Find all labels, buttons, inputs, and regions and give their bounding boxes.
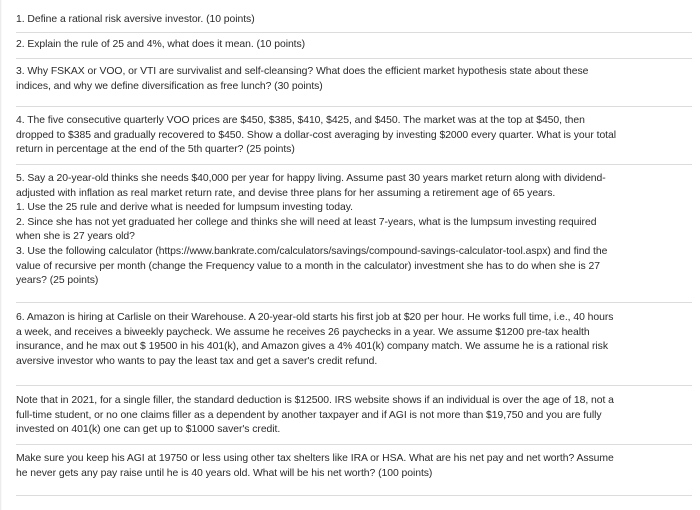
- question-6-line: insurance, and he max out $ 19500 in his 401(k), and Amazon gives a 4% 401(k) company match. We assume he is a rational risk: [16, 341, 608, 353]
- question-5-line: years? (25 points): [16, 275, 99, 287]
- question-5-line: when she is 27 years old?: [16, 231, 135, 243]
- question-5-subitem: 3. Use the following calculator (https://www.bankrate.com/calculators/savings/compound-savings-calculator-tool.aspx) and find the: [16, 245, 608, 257]
- question-2: [16, 33, 692, 59]
- question-5-subitem: 1. Use the 25 rule and derive what is needed for lumpsum investing today.: [16, 202, 353, 214]
- final-line: he never gets any pay raise until he is 40 years old. What will be his net worth? (100 points): [16, 467, 433, 479]
- note-line: Note that in 2021, for a single filler, the standard deduction is $12500. IRS website shows if an individual is over the age of 18, not a: [16, 395, 614, 406]
- question-4-line: 4. The five consecutive quarterly VOO prices are $450, $385, $410, $425, and $450. The market was at the top at $450, then: [16, 115, 585, 126]
- page-edge-shadow: [0, 0, 2, 510]
- question-5-subitem: 2. Since she has not yet graduated her college and thinks she will need at least 7-years, what is the lumpsum investing required: [16, 216, 597, 228]
- question-5: [16, 165, 692, 303]
- note-paragraph: [16, 386, 692, 445]
- question-1: [16, 6, 692, 33]
- question-2-text: 2. Explain the rule of 25 and 4%, what does it mean. (10 points): [16, 39, 306, 50]
- question-4-line: return in percentage at the end of the 5th quarter? (25 points): [16, 144, 295, 156]
- note-line: full-time student, or no one claims filler as a dependent by another taxpayer and if AGI is not more than $19,750 and you are fully: [16, 409, 602, 421]
- note-line: invested on 401(k) one can get up to $1000 saver's credit.: [16, 424, 281, 436]
- question-4: [16, 107, 692, 165]
- final-line: Make sure you keep his AGI at 19750 or less using other tax shelters like IRA or HSA. What are his net pay and net worth? Assume: [16, 453, 614, 464]
- final-paragraph: [16, 445, 692, 496]
- question-3-line: 3. Why FSKAX or VOO, or VTI are survivalist and self-cleansing? What does the efficient market hypothesis state about these: [16, 66, 589, 77]
- question-5-line: value of recursive per month (change the Frequency value to a month in the calculator) investment she has to do when she is 27: [16, 260, 600, 272]
- question-3-line: indices, and why we define diversification as free lunch? (30 points): [16, 80, 323, 92]
- question-6-line: aversive investor who wants to pay the least tax and get a saver's credit refund.: [16, 355, 378, 367]
- question-5-line: adjusted with inflation as real market return rate, and devise three plans for her assuming a retirement age of 65 years.: [16, 187, 556, 199]
- question-4-line: dropped to $385 and gradually recovered to $450. Show a dollar-cost averaging by investing $2000 every quarter. What is your total: [16, 129, 616, 141]
- question-1-text: 1. Define a rational risk aversive investor. (10 points): [16, 14, 255, 25]
- question-5-line: 5. Say a 20-year-old thinks she needs $40,000 per year for happy living. Assume past 30 years market return along with dividend-: [16, 173, 606, 184]
- question-6-line: 6. Amazon is hiring at Carlisle on their Warehouse. A 20-year-old starts his first job at $20 per hour. He works full time, i.e., 40 hours: [16, 312, 614, 323]
- question-6: [16, 303, 692, 386]
- question-6-line: a week, and receives a biweekly paycheck. We assume he receives 26 paychecks in a year. We assume $1200 pre-tax health: [16, 326, 590, 338]
- question-3: [16, 59, 692, 107]
